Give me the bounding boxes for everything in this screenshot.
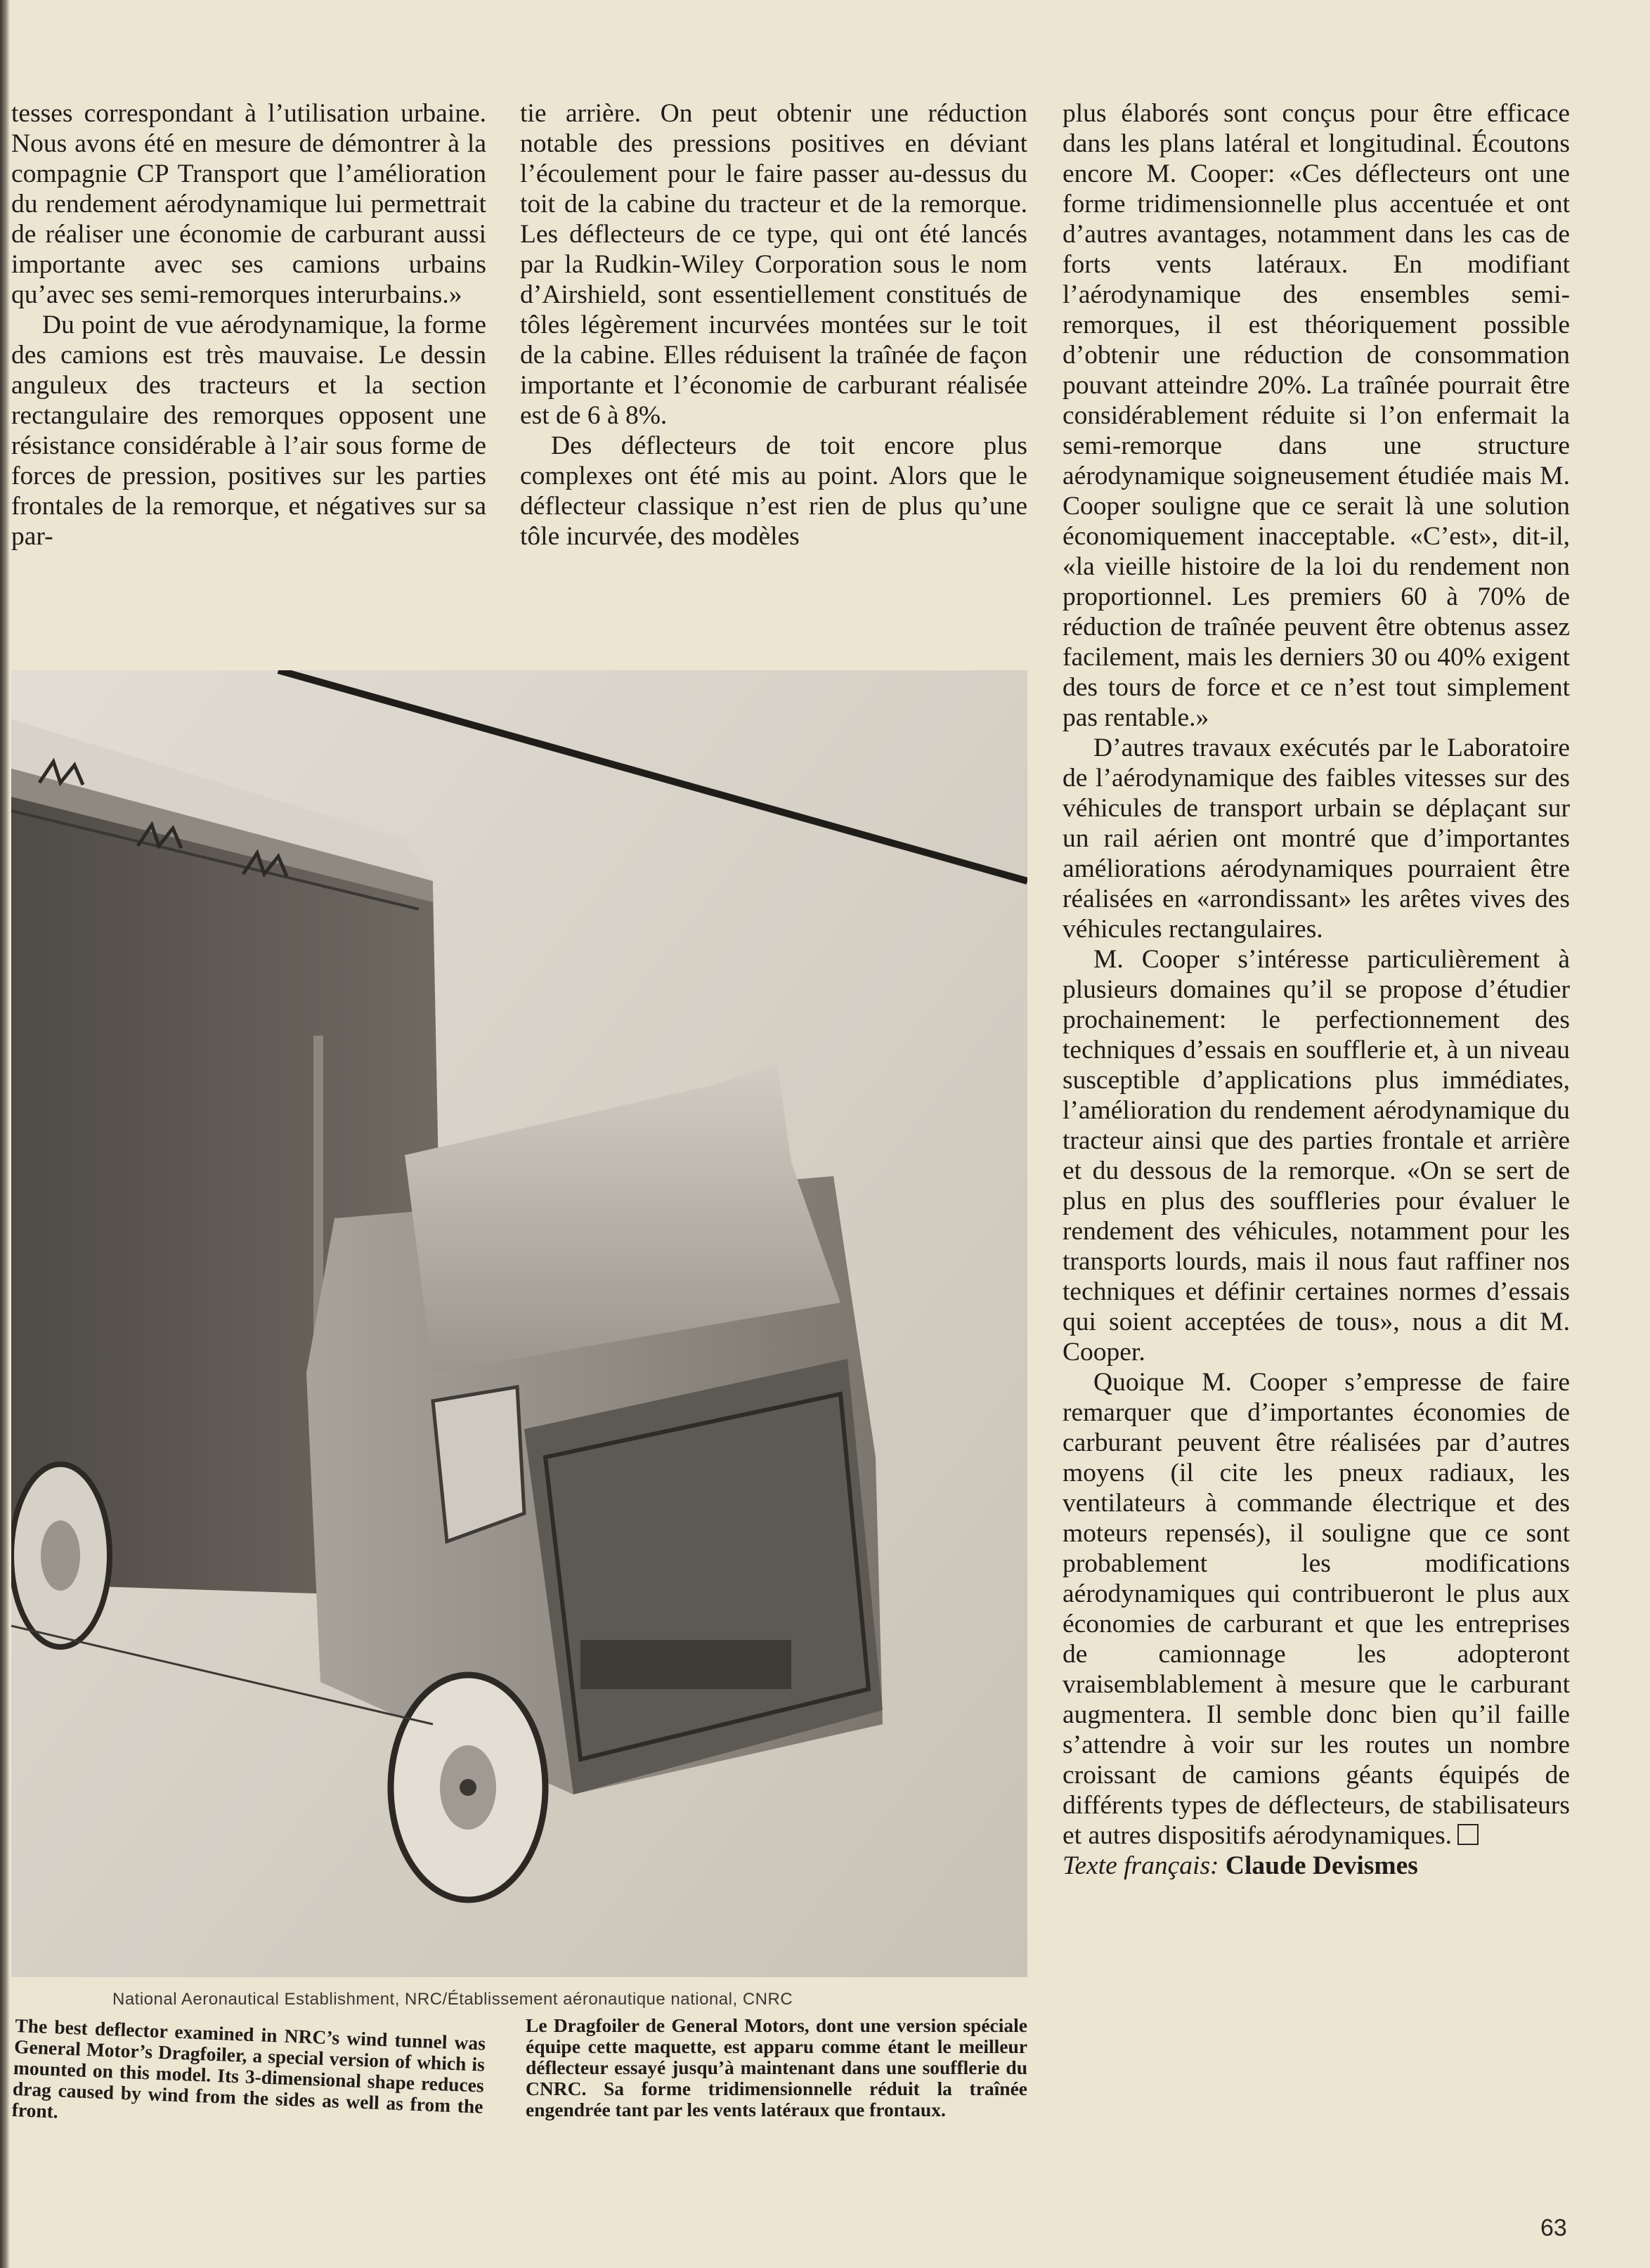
text-column-2 <box>520 98 1027 552</box>
end-of-article-box-icon <box>1457 1824 1479 1845</box>
paragraph: M. Cooper s’intéresse particulièrement à plusieurs domaines qu’il se propose d’étudier prochainement: le perfectionnement des techniques d’essais en soufflerie et, à un niveau susceptible d’applications plus immédiates, l’amélioration du rendement aérodynamique du tracteur ainsi que des parties frontale et arrière et du dessous de la remorque. «On se sert de plus en plus des souffleries pour évaluer le rendement des véhicules, notamment pour les transports lourds, mais il nous faut raffiner nos techniques et définir certaines normes d’essais qui soient acceptées de tous», nous a dit M. Cooper. <box>1063 945 1570 1367</box>
signature-name: Claude Devismes <box>1225 1851 1418 1880</box>
paragraph <box>1063 1367 1570 1851</box>
paragraph: plus élaborés sont conçus pour être efficace dans les plans latéral et longitudinal. Écoutons encore M. Cooper: «Ces déflecteurs ont une forme tridimensionnelle plus accentuée et ont d’autres avantages, notamment dans les cas de forts vents latéraux. En modifiant l’aérodynamique des ensembles semi-remorques, il est théoriquement possible d’obtenir une réduction de consommation pouvant atteindre 20%. La traînée pourrait être considérablement réduite si l’on enfermait la semi-remorque dans une structure aérodynamique soigneusement étudiée mais M. Cooper souligne que ce serait là une solution économiquement inacceptable. «C’est», dit-il, «la vieille histoire de la loi du rendement non proportionnel. Les premiers 60 à 70% de réduction de traînée peuvent être obtenus assez facilement, mais les derniers 30 ou 40% exigent des tours de force et ce n’est tout simplement pas rentable.» <box>1063 99 1570 732</box>
caption-english: The best deflector examined in NRC’s wind tunnel was General Motor’s Dragfoiler, a special version of which is mounted on this model. Its 3-dimensional shape reduces drag caused by wind from the sides as well as from the front. <box>11 2014 486 2123</box>
paragraph: D’autres travaux exécutés par le Laboratoire de l’aérodynamique des faibles vitesses sur des véhicules de transport urbain se déplaçant sur un rail aérien ont montré que d’importantes améliorations aérodynamiques pourraient être réalisées en «arrondissant» les arêtes vives des véhicules rectangulaires. <box>1063 734 1570 944</box>
photo-credit: National Aeronautical Establishment, NRC/Établissement aéronautique national, CNRC <box>112 1990 793 2009</box>
paragraph-text: Quoique M. Cooper s’empresse de faire remarquer que d’importantes économies de carburant peuvent être réalisées par d’autres moyens (il cite les pneux radiaux, les ventilateurs à commande électrique et des moteurs repensés), il souligne que ce sont probablement les modifications aérodynamiques qui contribueront le plus aux économies de carburant et que les entreprises de camionnage les adopteront vraisemblablement à mesure que le carburant augmentera. Il semble donc bien qu’il faille s’attendre à voir sur les routes un nombre croissant de camions géants équipés de différents types de déflecteurs, de stabilisateurs et autres dispositifs aérodynamiques. <box>1063 1368 1570 1850</box>
signature-label: Texte français: <box>1063 1851 1219 1880</box>
paragraph: Du point de vue aérodynamique, la forme des camions est très mauvaise. Le dessin anguleux des tracteurs et la section rectangulaire des remorques opposent une résistance considérable à l’air sous forme de forces de pression, positives sur les parties frontales de la remorque, et négatives sur sa par- <box>11 311 486 551</box>
truck-model-photo <box>11 670 1027 1977</box>
caption-french: Le Dragfoiler de General Motors, dont une version spéciale équipe cette maquette, est apparu comme étant le meilleur déflecteur essayé jusqu’à maintenant dans une soufflerie du CNRC. Sa forme tridimensionnelle réduit la traînée engendrée tant par les vents latéraux que frontaux. <box>526 2014 1027 2120</box>
paragraph: tesses correspondant à l’utilisation urbaine. Nous avons été en mesure de démontrer à la compagnie CP Transport que l’amélioration du rendement aérodynamique lui permettrait de réaliser une économie de carburant aussi importante avec ses camions urbains qu’avec ses semi-remorques interurbains.» <box>11 99 486 309</box>
translator-signature <box>1063 1851 1570 1881</box>
text-column-3 <box>1063 98 1570 1881</box>
paragraph: tie arrière. On peut obtenir une réduction notable des pressions positives en déviant l’écoulement pour le faire passer au-dessus du toit de la cabine du tracteur et de la remorque. Les déflecteurs de ce type, qui ont été lancés par la Rudkin-Wiley Corporation sous le nom d’Airshield, sont essentiellement constitués de tôles légèrement incurvées montées sur le toit de la cabine. Elles réduisent la traînée de façon importante et l’économie de carburant réalisée est de 6 à 8%. <box>520 99 1027 430</box>
page-number: 63 <box>1540 2215 1567 2241</box>
paragraph: Des déflecteurs de toit encore plus complexes ont été mis au point. Alors que le déflecteur classique n’est rien de plus qu’une tôle incurvée, des modèles <box>520 431 1027 551</box>
binding-edge <box>0 0 10 2268</box>
text-column-1 <box>11 98 486 552</box>
